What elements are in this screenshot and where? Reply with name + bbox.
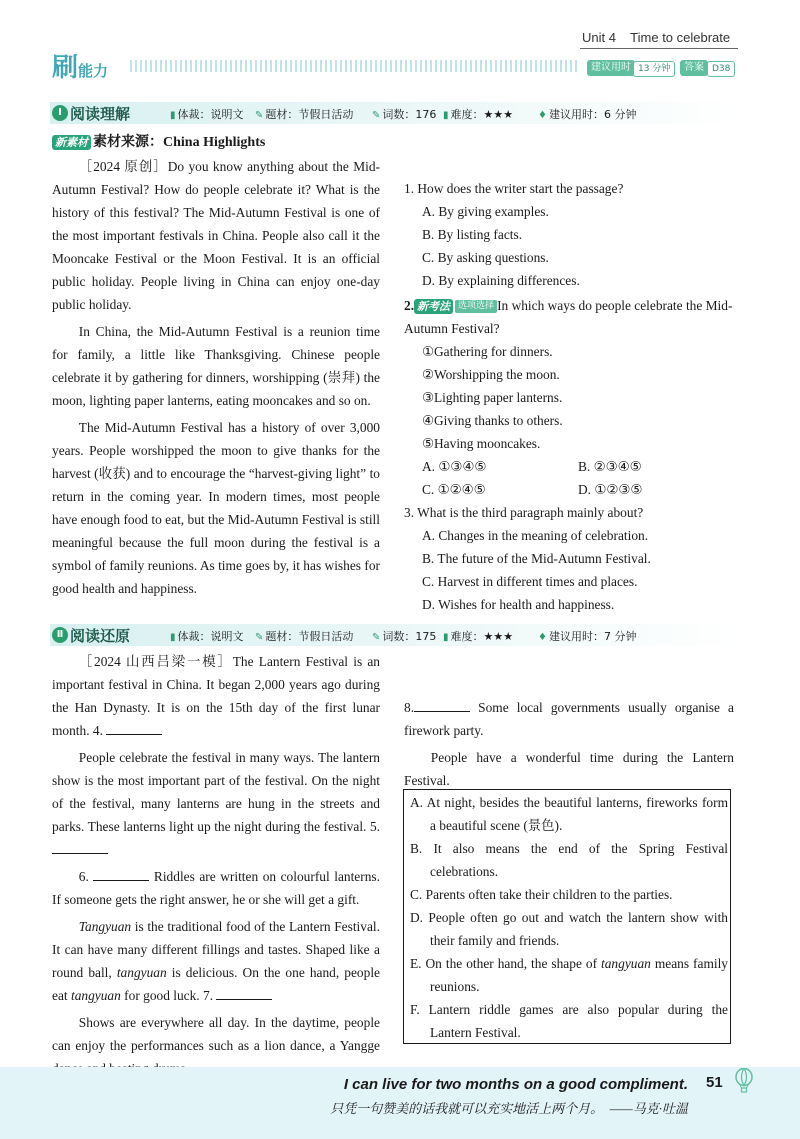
para4-text-1: is the traditional food of the Lantern Festival. It can have many different fillings and tastes. Shaped like a round ball, <box>52 919 380 980</box>
option-a: A. At night, besides the beautiful lanterns, fireworks form a beautiful scene (景色). <box>410 795 728 833</box>
question-2-option-c: C. ①②④⑤ <box>422 482 486 497</box>
question-3-option-b: B. The future of the Mid-Autumn Festival. <box>422 551 651 566</box>
question-2-number: 2. <box>404 298 415 313</box>
tangyuan-word: tangyuan <box>70 988 121 1003</box>
footer-quote-english: I can live for two months on a good compliment. <box>343 1076 688 1093</box>
section2-paragraph-1 <box>52 650 380 742</box>
question-3: 3. What is the third paragraph mainly about? <box>404 505 644 520</box>
section2-words: 词数：175 <box>382 630 437 643</box>
section2-paragraph-4 <box>52 915 380 1007</box>
wordcount-icon: ✎ <box>372 110 381 121</box>
section1-bar <box>50 102 737 124</box>
section1-paragraph-3: The Mid-Autumn Festival has a history of over 3,000 years. People worshipped the moon to give thanks for the harvest (收获) and to encourage the “harvest-giving light” to return in the coming year. In modern times, most people have enough food to eat, but the Mid-Autumn Festival is still meaningful because the full moon during the festival is a symbol of family reunions. As time goes by, it has wishes for good health and happiness. <box>52 420 380 596</box>
question-2-item-4: ④Giving thanks to others. <box>422 413 563 428</box>
blank-6-number: 6. <box>78 869 89 884</box>
balloon-icon <box>734 1068 754 1094</box>
section2-paragraph-2 <box>52 746 380 861</box>
tangyuan-word: tangyuan <box>116 965 167 980</box>
pen-icon: ✎ <box>255 110 264 121</box>
question-1: 1. How does the writer start the passage? <box>404 181 624 196</box>
book-icon: ▮ <box>170 632 176 643</box>
section1-right-column <box>404 131 738 616</box>
section2-time: 建议用时：7 分钟 <box>548 630 637 643</box>
section2-paragraph-5: Shows are everywhere all day. In the daytime, people can enjoy the performances such as a lion dance, a Yangge <box>52 1015 380 1053</box>
difficulty-icon: ▮ <box>443 632 449 643</box>
source-text: 素材来源：China Highlights <box>93 135 266 150</box>
question-2-option-a: A. ①③④⑤ <box>422 459 487 474</box>
option-d: D. People often go out and watch the lantern show with their family and friends. <box>410 910 728 948</box>
tangyuan-word: Tangyuan <box>78 919 132 934</box>
new-material-badge: 新素材 <box>52 135 91 150</box>
blank-6[interactable] <box>93 866 149 881</box>
para4-text-3: for good luck. 7. <box>120 988 214 1003</box>
blank-5[interactable] <box>52 839 108 854</box>
pen-icon: ✎ <box>255 632 264 643</box>
option-select-tag: 选项选择 <box>455 300 497 313</box>
blank-7[interactable] <box>216 985 272 1000</box>
new-method-badge: 新考法 <box>414 299 453 314</box>
time-label: 建议用时 <box>587 60 635 76</box>
source-line <box>52 131 380 154</box>
option-e-text-2: means family reunions. <box>430 956 728 994</box>
section1-topic: 题材：节假日活动 <box>265 108 354 121</box>
section2-title: 阅读还原 <box>70 627 131 645</box>
section2-bar <box>50 624 737 646</box>
section2-paragraph-3 <box>52 865 380 911</box>
question-3-option-d: D. Wishes for health and happiness. <box>422 597 615 612</box>
question-3-option-c: C. Harvest in different times and places. <box>422 574 638 589</box>
question-2-text: In which ways do people celebrate the Mid-Autumn Festival? <box>404 298 733 336</box>
question-1-option-a: A. By giving examples. <box>422 204 549 219</box>
clock-icon: ♦ <box>538 110 547 121</box>
unit-rule <box>580 48 738 49</box>
question-2-item-1: ①Gathering for dinners. <box>422 344 553 359</box>
section2-left-column <box>52 650 380 1080</box>
question-2 <box>404 294 738 340</box>
book-icon: ▮ <box>170 110 176 121</box>
section1-left-column <box>52 131 380 600</box>
option-c: C. Parents often take their children to the parties. <box>410 887 673 902</box>
section2-right-column <box>404 650 734 792</box>
answer-label: 答案 <box>680 60 708 76</box>
section2-difficulty: 难度：★★★ <box>450 630 514 643</box>
difficulty-icon: ▮ <box>443 110 449 121</box>
brand-logo <box>52 47 130 83</box>
question-3-option-a: A. Changes in the meaning of celebration. <box>422 528 649 543</box>
section1-title: 阅读理解 <box>70 105 131 123</box>
section1-number: Ⅰ <box>52 105 68 121</box>
question-2-option-b: B. ②③④⑤ <box>578 459 642 474</box>
section2-paragraph-1-text: ［2024 山西吕梁一模］The Lantern Festival is an important festival in China. It began 2,000 years ago during the Han Dynasty. It is on the 15th day of the first lunar month. 4. <box>52 654 380 738</box>
section2-paragraph-2-text: People celebrate the festival in many ways. The lantern show is the most important part of the festival. On the night of the festival, many lanterns are hung in the streets and parks. These lanterns light up the night during the festival. 5. <box>52 750 380 834</box>
section1-difficulty: 难度：★★★ <box>450 108 514 121</box>
time-value: 13 分钟 <box>633 61 675 77</box>
blank-8-number: 8. <box>404 700 415 715</box>
blank-4[interactable] <box>106 720 162 735</box>
option-e-text-1: E. On the other hand, the shape of <box>410 956 602 971</box>
section2-topic: 题材：节假日活动 <box>265 630 354 643</box>
section1-genre: 体裁：说明文 <box>177 108 244 121</box>
logo-main: 刷 <box>52 53 79 83</box>
option-e <box>410 952 728 998</box>
footer-quote-chinese: 只凭一句赞美的话我就可以充实地活上两个月。 ——马克·吐温 <box>330 1101 688 1116</box>
unit-title: Unit 4 Time to celebrate <box>582 30 731 45</box>
wordcount-icon: ✎ <box>372 632 381 643</box>
section1-time: 建议用时：6 分钟 <box>548 108 637 121</box>
section2-genre: 体裁：说明文 <box>177 630 244 643</box>
options-box <box>403 789 731 1044</box>
tangyuan-word: tangyuan <box>601 956 651 971</box>
clock-icon: ♦ <box>538 632 547 643</box>
question-2-option-d: D. ①②③⑤ <box>578 482 643 497</box>
question-2-item-2: ②Worshipping the moon. <box>422 367 560 382</box>
blank-8[interactable] <box>414 697 470 712</box>
section1-words: 词数：176 <box>382 108 437 121</box>
decorative-stripe <box>130 60 578 72</box>
question-1-option-d: D. By explaining differences. <box>422 273 580 288</box>
section2-paragraph-7: People have a wonderful time during the Lantern Festival. <box>404 750 734 788</box>
para4-text-2: is delicious. On the one hand, people eat <box>52 965 380 1003</box>
section1-paragraph-1: ［2024 原创］Do you know anything about the Mid-Autumn Festival? How do people celebrate it? What is the history of this festival? The Mid-Autumn Festival is one of the most important festivals in China. People also call it the Mooncake Festival or the Moon Festival. It is an official public holiday. People living in China can enjoy one-day public holiday. <box>52 159 380 312</box>
option-b: B. It also means the end of the Spring Festival celebrations. <box>410 841 728 879</box>
page-number: 51 <box>706 1074 723 1091</box>
option-f: F. Lantern riddle games are also popular during the Lantern Festival. <box>410 1002 728 1040</box>
question-2-item-5: ⑤Having mooncakes. <box>422 436 541 451</box>
question-1-option-b: B. By listing facts. <box>422 227 523 242</box>
logo-sub: 能力 <box>78 62 109 80</box>
question-2-item-3: ③Lighting paper lanterns. <box>422 390 563 405</box>
section2-paragraph-6-text: Some local governments usually organise a firework party. <box>404 700 734 738</box>
answer-value: D38 <box>707 61 735 77</box>
section1-paragraph-2: In China, the Mid-Autumn Festival is a reunion time for family, a little like Thanksgiving. Chinese people celebrate it by gathering for dinners, worshipping (崇拜) the moon, lighting paper lanterns, eating mooncakes and so on. <box>52 324 380 408</box>
section2-number: Ⅱ <box>52 627 68 643</box>
section2-paragraph-3-text: Riddles are written on colourful lanterns. If someone gets the right answer, he or she will get a gift. <box>52 869 380 907</box>
question-1-option-c: C. By asking questions. <box>422 250 549 265</box>
section2-paragraph-6 <box>404 696 734 742</box>
